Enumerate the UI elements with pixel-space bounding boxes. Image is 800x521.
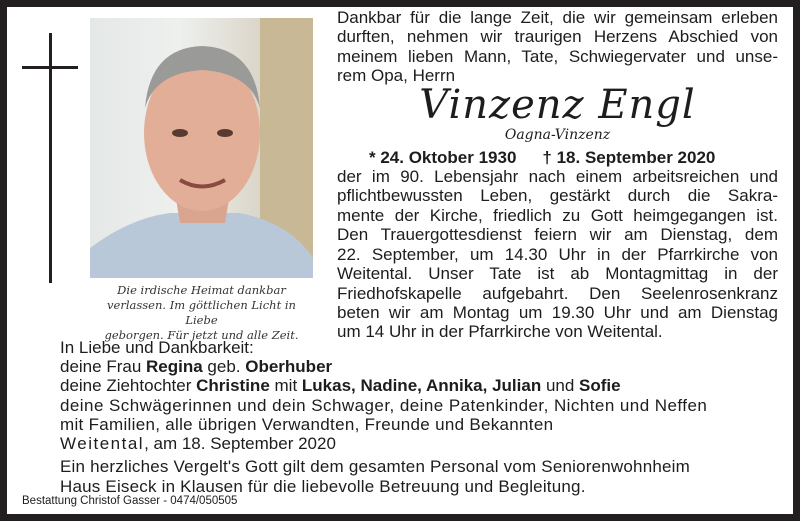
deceased-nickname: Oagna-Vinzenz <box>504 127 611 143</box>
body-line: Weitental. Unser Tate ist ab Montagmittag in der <box>337 264 778 283</box>
thanks-line: Haus Eiseck in Klausen für die liebevolle Betreuung und Begleitung. <box>60 477 586 496</box>
body-line: pflichtbewussten Leben, gestärkt durch die Sakra- <box>337 186 778 205</box>
caption-line: verlassen. Im göttlichen Licht in Liebe <box>107 298 296 327</box>
obituary-notice <box>7 7 793 514</box>
life-dates <box>369 148 741 168</box>
deceased-name: Vinzenz Engl <box>419 82 696 128</box>
body-line: 22. September, um 14.30 Uhr in der Pfarrkirche von <box>337 245 778 264</box>
mourner-relatives: deine Schwägerinnen und dein Schwager, deine Patenkinder, Nichten und Neffen <box>60 396 708 415</box>
body-line: Den Trauergottesdienst feiern wir am Dienstag, dem <box>337 225 778 244</box>
portrait-photo <box>90 18 313 278</box>
body-line: Friedhofskapelle aufgebahrt. Den Seelenrosenkranz <box>337 284 778 303</box>
thanks-line: Ein herzliches Vergelt's Gott gilt dem gesamten Personal vom Seniorenwohnheim <box>60 457 691 476</box>
caption-line: geborgen. Für jetzt und alle Zeit. <box>104 328 299 342</box>
death-date: † 18. September 2020 <box>542 148 716 167</box>
photo-caption <box>90 283 313 343</box>
intro-line: durften, nehmen wir traurigen Herzens Abschied von <box>337 27 778 46</box>
mourners-heading: In Liebe und Dankbarkeit: <box>60 338 254 357</box>
mourner-daughter: deine Ziehtochter Christine mit Lukas, Nadine, Annika, Julian und Sofie <box>60 376 621 395</box>
place-date: Weitental, am 18. September 2020 <box>60 434 336 453</box>
body-line: beten wir am Montag um 19.30 Uhr und am Dienstag <box>337 303 778 322</box>
funeral-home-credit: Bestattung Christof Gasser - 0474/050505 <box>22 495 238 507</box>
body-line: mente der Kirche, friedlich zu Gott heimgegangen ist. <box>337 206 778 225</box>
caption-line: Die irdische Heimat dankbar <box>117 283 286 297</box>
body-line: der im 90. Lebensjahr nach einem arbeitsreichen und <box>337 167 778 186</box>
mourner-others: mit Familien, alle übrigen Verwandten, Freunde und Bekannten <box>60 415 554 434</box>
birth-date: * 24. Oktober 1930 <box>369 148 517 167</box>
intro-line: rem Opa, Herrn <box>337 66 456 85</box>
intro-line: meinem lieben Mann, Tate, Schwiegervater und unse- <box>337 47 778 66</box>
cross-icon <box>49 33 52 283</box>
mourner-wife: deine Frau Regina geb. Oberhuber <box>60 357 333 376</box>
cross-icon-bar <box>22 66 78 69</box>
intro-line: Dankbar für die lange Zeit, die wir gemeinsam erleben <box>337 8 778 27</box>
body-line: um 14 Uhr in der Pfarrkirche von Weitental. <box>337 322 663 341</box>
